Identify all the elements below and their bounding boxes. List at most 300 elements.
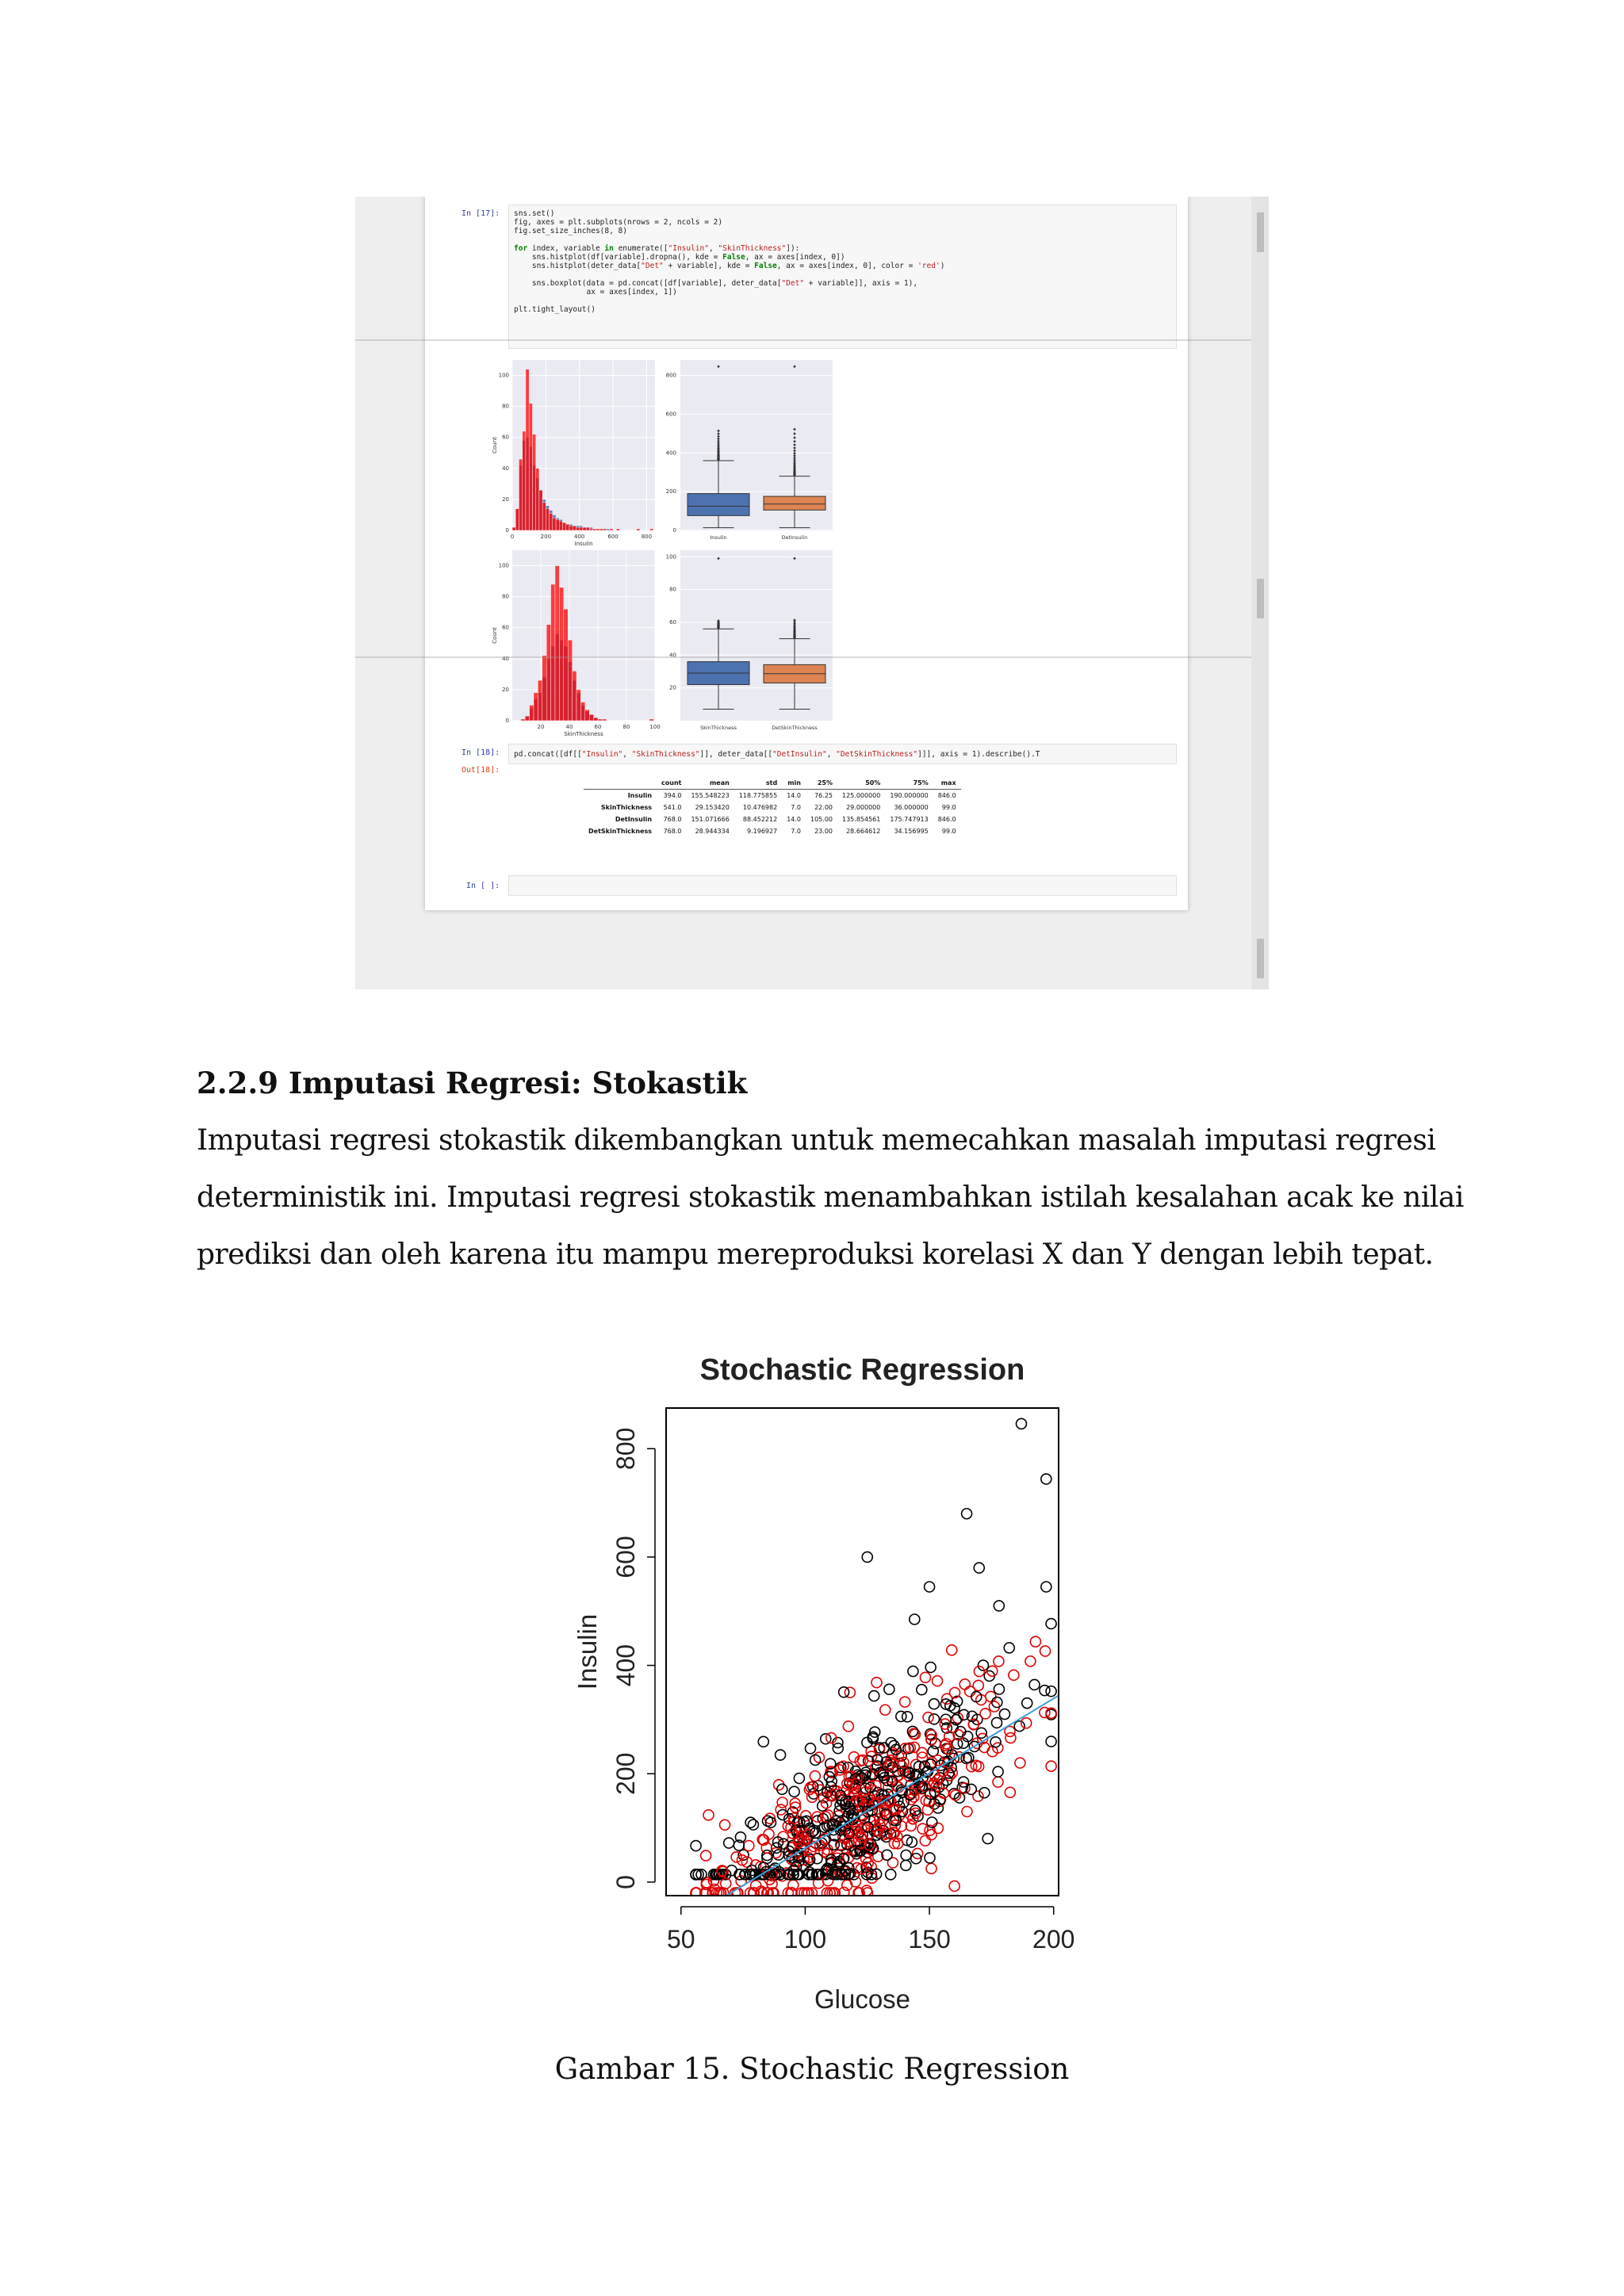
observed-point (962, 1509, 972, 1519)
observed-point (901, 1860, 911, 1870)
imputed-point (962, 1806, 972, 1816)
histogram-bar (559, 587, 563, 721)
table-column-header: min (782, 777, 806, 790)
imputed-point (744, 1841, 754, 1851)
table-column-header (584, 777, 657, 790)
code-token: in (604, 244, 614, 253)
x-tick-label: 80 (622, 724, 630, 730)
y-tick-label: 20 (669, 684, 676, 691)
histogram-bar (580, 527, 583, 530)
imputed-point (810, 1771, 820, 1781)
code-token: sns.boxplot(data = pd.concat([df[variable], deter_data[ (514, 279, 782, 288)
x-tick-label: DetInsulin (781, 534, 808, 541)
x-tick-label: 100 (649, 724, 661, 730)
histogram-bar (536, 469, 539, 530)
y-tick-label: 400 (611, 1644, 640, 1687)
describe-table (584, 777, 961, 837)
histogram-bar (589, 714, 593, 721)
histogram-bar (603, 529, 606, 530)
skinthickness-histogram (490, 545, 661, 740)
insulin-histogram (490, 355, 661, 549)
x-tick-label: SkinThickness (700, 725, 737, 731)
histogram-bar (576, 690, 580, 721)
x-axis-label: SkinThickness (564, 731, 603, 737)
observed-point (901, 1850, 911, 1860)
code-line (514, 279, 1171, 288)
histogram-bar (607, 529, 610, 530)
histogram-bar (521, 719, 525, 721)
table-cell: 99.0 (941, 804, 956, 811)
table-cell: 846.0 (937, 792, 956, 799)
cell18-code[interactable] (508, 744, 1177, 764)
imputed-point (1005, 1787, 1015, 1797)
y-tick-label: 40 (669, 652, 676, 659)
observed-point (1041, 1474, 1051, 1484)
imputed-point (906, 1820, 916, 1831)
imputed-point (720, 1820, 730, 1830)
imputed-point (933, 1676, 943, 1686)
histogram-bar (566, 524, 569, 530)
histogram-bar (519, 459, 522, 530)
imputed-point (880, 1705, 891, 1715)
code-line (514, 288, 1171, 297)
box-iqr (764, 496, 825, 510)
observed-point (789, 1786, 799, 1797)
x-tick-label: 0 (510, 534, 515, 540)
code-token: ax = axes[index, 1]) (514, 288, 677, 297)
observed-point (908, 1667, 918, 1677)
table-column-header: 75% (885, 777, 933, 790)
observed-point (929, 1699, 939, 1709)
y-tick-label: 60 (502, 434, 509, 441)
histogram-bar (599, 529, 603, 530)
notebook-page (425, 197, 1188, 910)
y-tick-label: 200 (665, 488, 676, 496)
x-tick-label: DetSkinThickness (772, 725, 818, 731)
cell18-prompt: In [18]: (462, 748, 500, 757)
table-cell: 88.452212 (742, 816, 778, 823)
code-token: index, variable (527, 244, 605, 253)
histogram-bar (515, 509, 519, 530)
observed-point (1029, 1679, 1040, 1689)
histogram-bar (525, 716, 529, 721)
observed-point (1046, 1736, 1056, 1747)
code-token: sns.histplot(df[variable].dropna(), kde = (514, 253, 723, 262)
imputed-point (1015, 1758, 1025, 1768)
y-tick-label: 20 (502, 496, 509, 503)
table-row-header: Insulin (627, 792, 653, 799)
table-cell: 175.747913 (890, 816, 929, 823)
observed-point (925, 1663, 936, 1673)
code-token: plt.tight_layout() (514, 305, 596, 314)
table-cell: 846.0 (937, 816, 956, 823)
notebook-scrollbar[interactable] (1251, 197, 1269, 989)
observed-point (994, 1684, 1004, 1694)
y-tick-label: 80 (502, 593, 509, 600)
code-token: sns.histplot(deter_data[ (514, 262, 642, 270)
code-token: , (622, 750, 632, 759)
table-cell: 125.000000 (842, 792, 881, 799)
observed-point (982, 1834, 993, 1844)
imputed-point (917, 1823, 928, 1834)
code-token: "Det" (641, 262, 664, 270)
x-tick-label: 20 (537, 724, 545, 730)
table-cell: 10.476982 (742, 804, 778, 811)
imputed-point (926, 1863, 936, 1873)
y-tick-label: 60 (669, 618, 676, 626)
code-line (514, 209, 1171, 218)
observed-point (776, 1750, 786, 1760)
table-cell: 394.0 (663, 792, 682, 799)
histogram-bar (573, 526, 576, 530)
code-line (514, 270, 1171, 279)
histogram-bar (553, 518, 556, 530)
code-token: fig.set_size_inches(8, 8) (514, 227, 627, 235)
code-token: ]], deter_data[[ (699, 750, 773, 759)
histogram-bar (649, 719, 653, 721)
observed-point (794, 1774, 804, 1784)
table-cell: 105.00 (810, 816, 833, 823)
code-token: False (754, 262, 777, 270)
observed-point (758, 1736, 768, 1747)
y-tick-label: 80 (502, 403, 509, 410)
points-layer (666, 1418, 1059, 1931)
observed-point (1040, 1686, 1050, 1696)
y-tick-label: 40 (502, 655, 509, 662)
observed-point (999, 1709, 1009, 1720)
histogram-bar (523, 431, 526, 530)
code-line (514, 750, 1171, 759)
histogram-bar (586, 527, 589, 530)
code-token: ]]], axis = 1).describe().T (917, 750, 1040, 759)
imputed-point (920, 1835, 930, 1846)
observed-point (862, 1552, 872, 1562)
table-cell: 118.775855 (738, 792, 778, 799)
histogram-bar (576, 527, 579, 530)
scrollbar-thumb[interactable] (1257, 212, 1264, 252)
histogram-bar (593, 529, 596, 530)
imputed-point (980, 1709, 990, 1719)
table-cell: 14.0 (787, 792, 801, 799)
imputed-point (1021, 1718, 1032, 1728)
page-break (355, 656, 1269, 658)
observed-point (886, 1869, 896, 1880)
histogram-bar (539, 490, 542, 530)
code-token: "Insulin" (581, 750, 623, 759)
histogram-bar (580, 702, 584, 721)
imputed-point (920, 1672, 930, 1682)
histogram-bar (564, 609, 568, 721)
imputed-point (1046, 1761, 1056, 1771)
y-axis-label: Count (492, 437, 498, 453)
observed-point (839, 1687, 849, 1697)
x-tick-label: 50 (667, 1925, 695, 1954)
table-cell: 135.854561 (842, 816, 881, 823)
histogram-bar (542, 503, 546, 530)
code-token: enumerate([ (613, 244, 668, 253)
table-cell: 34.156995 (894, 828, 929, 835)
histogram-bar (546, 625, 550, 721)
y-tick-label: 200 (611, 1752, 640, 1795)
y-tick-label: 0 (505, 718, 509, 724)
imputed-point (993, 1777, 1003, 1787)
paragraph-line: prediksi dan oleh karena itu mampu mereproduksi korelasi X dan Y dengan lebih tepat. (197, 1238, 1434, 1271)
histogram-bar (610, 529, 613, 530)
table-row-header: DetSkinThickness (588, 828, 653, 835)
y-tick-label: 600 (611, 1536, 640, 1578)
code-token: 'red' (917, 262, 940, 270)
imputed-point (1005, 1733, 1016, 1743)
paragraph-line: Imputasi regresi stokastik dikembangkan untuk memecahkan masalah imputasi regresi (197, 1124, 1436, 1157)
y-tick-label: 20 (502, 686, 509, 693)
code-token: False (722, 253, 745, 262)
empty-cell-input[interactable] (508, 875, 1177, 896)
table-cell: 29.000000 (846, 804, 881, 811)
code-line (514, 244, 1171, 253)
code-token: , ax = axes[index, 0], color = (776, 262, 918, 270)
histogram-bar (546, 509, 549, 530)
histogram-bar (602, 719, 606, 721)
observed-point (917, 1685, 927, 1695)
table-row-header: DetInsulin (615, 816, 653, 823)
table-cell: 14.0 (787, 816, 801, 823)
observed-point (1004, 1643, 1014, 1653)
observed-point (1041, 1582, 1051, 1592)
observed-point (974, 1563, 984, 1573)
table-cell: 76.25 (814, 792, 833, 799)
table-cell: 36.000000 (894, 804, 929, 811)
figure-caption: Gambar 15. Stochastic Regression (554, 2052, 1070, 2086)
table-cell: 190.000000 (890, 792, 929, 799)
code-line (514, 297, 1171, 305)
imputed-point (1009, 1670, 1019, 1680)
observed-point (925, 1582, 935, 1592)
histogram-bar (534, 693, 538, 721)
table-cell: 9.196927 (747, 828, 778, 835)
histogram-bar (569, 526, 573, 530)
histogram-bar (532, 434, 535, 530)
y-axis-label: Count (492, 627, 498, 644)
histogram-bar (583, 527, 586, 530)
y-tick-label: 0 (672, 527, 676, 534)
section-heading: 2.2.9 Imputasi Regresi: Stokastik (197, 1066, 748, 1100)
observed-point (896, 1711, 906, 1721)
code-token: ]): (786, 244, 800, 253)
code-token: "DetSkinThickness" (836, 750, 918, 759)
plot-background (680, 550, 833, 721)
code-line (514, 262, 1171, 270)
imputed-point (777, 1797, 787, 1808)
histogram-bar (559, 521, 562, 530)
observed-point (1014, 1721, 1025, 1732)
x-tick-label: 200 (1032, 1925, 1075, 1954)
y-tick-label: 0 (505, 527, 509, 534)
code-token: + variable]], axis = 1), (804, 279, 918, 288)
x-tick-label: Insulin (710, 534, 727, 541)
code-token: "SkinThickness" (631, 750, 700, 759)
y-tick-label: 800 (665, 372, 676, 379)
y-axis-label: Insulin (573, 1613, 602, 1690)
y-tick-label: 80 (669, 586, 676, 593)
observed-point (929, 1714, 940, 1724)
x-tick-label: 400 (574, 534, 585, 540)
x-axis-label: Insulin (574, 541, 593, 547)
histogram-bar (568, 640, 572, 721)
histogram-bar (512, 527, 515, 530)
code-line (514, 305, 1171, 314)
observed-point (869, 1691, 879, 1701)
observed-point (1046, 1619, 1056, 1629)
histogram-bar (573, 671, 576, 721)
imputed-point (1025, 1656, 1036, 1667)
notebook-screenshot (355, 197, 1269, 989)
table-column-header: mean (686, 777, 733, 790)
code-token: ) (940, 262, 945, 270)
table-cell: 23.00 (814, 828, 833, 835)
observed-point (990, 1737, 1001, 1747)
y-tick-label: 60 (502, 624, 509, 631)
chart-title: Stochastic Regression (699, 1353, 1025, 1387)
table-row (584, 825, 961, 837)
histogram-bar (555, 566, 559, 721)
histogram-bar (598, 719, 602, 721)
table-cell: 22.00 (814, 804, 833, 811)
x-tick-label: 150 (908, 1925, 951, 1954)
x-tick-label: 100 (783, 1925, 827, 1954)
describe-table-header (584, 777, 961, 790)
histogram-bar (585, 710, 589, 721)
table-row (584, 802, 961, 813)
x-tick-label: 60 (594, 724, 602, 730)
histogram-bar (530, 705, 534, 721)
code-line (514, 253, 1171, 262)
observed-point (979, 1788, 990, 1798)
imputed-point (871, 1678, 882, 1688)
cell18-out-prompt: Out[18]: (462, 766, 500, 775)
observed-point (994, 1601, 1004, 1611)
code-line (514, 218, 1171, 227)
code-token: "SkinThickness" (718, 244, 787, 253)
x-tick-label: 600 (607, 534, 619, 540)
histogram-bar (637, 529, 640, 530)
table-column-header: std (734, 777, 782, 790)
table-cell: 541.0 (663, 804, 682, 811)
code-token: "DetInsulin" (772, 750, 827, 759)
code-token: fig, axes = plt.subplots(nrows = 2, ncols = 2) (514, 218, 723, 227)
code-token: pd.concat([df[[ (514, 750, 582, 759)
histogram-bar (529, 404, 532, 530)
code-token: "Insulin" (668, 244, 709, 253)
histogram-bar (594, 718, 598, 721)
histogram-bar (616, 529, 619, 530)
observed-point (884, 1684, 894, 1694)
histogram-bar (538, 680, 542, 721)
table-cell: 7.0 (791, 804, 801, 811)
observed-point (910, 1614, 920, 1624)
histogram-bar (563, 522, 566, 530)
observed-point (691, 1841, 701, 1851)
table-column-header: count (657, 777, 686, 790)
histogram-bar (550, 514, 553, 531)
table-cell: 99.0 (941, 828, 956, 835)
imputed-point (959, 1679, 970, 1689)
observed-point (1017, 1418, 1027, 1429)
stochastic-regression-chart (523, 1316, 1110, 2109)
imputed-point (1040, 1646, 1051, 1656)
imputed-point (949, 1881, 959, 1891)
table-column-header: max (933, 777, 961, 790)
code-token: sns.set() (514, 209, 555, 218)
imputed-point (900, 1697, 910, 1707)
box-iqr (688, 494, 749, 516)
code-token: , (826, 750, 837, 759)
x-tick-label: 800 (641, 534, 653, 540)
histogram-bar (589, 529, 592, 530)
scrollbar-thumb[interactable] (1257, 579, 1264, 618)
table-cell: 28.664612 (846, 828, 881, 835)
histogram-bar (526, 369, 529, 530)
insulin-boxplot (657, 355, 839, 549)
imputed-point (986, 1691, 996, 1701)
table-cell: 7.0 (791, 828, 801, 835)
histogram-bar (556, 519, 559, 530)
table-column-header: 25% (806, 777, 837, 790)
observed-point (806, 1743, 816, 1754)
table-cell: 28.944334 (695, 828, 730, 835)
code-line (514, 227, 1171, 235)
y-tick-label: 40 (502, 465, 509, 472)
code-token: for (514, 244, 528, 253)
y-tick-label: 600 (665, 411, 676, 418)
imputed-point (1030, 1636, 1040, 1647)
observed-point (745, 1817, 756, 1827)
code-line (514, 235, 1171, 244)
y-tick-label: 400 (665, 450, 676, 457)
x-tick-label: 200 (540, 534, 552, 540)
histogram-bar (596, 529, 599, 530)
code-token: , (708, 244, 718, 253)
imputed-point (994, 1656, 1004, 1667)
histogram-bar (551, 584, 555, 721)
x-axis-label: Glucose (814, 1984, 911, 2014)
observed-point (724, 1838, 734, 1848)
imputed-point (731, 1852, 741, 1862)
imputed-point (1040, 1708, 1050, 1718)
x-tick-label: 40 (565, 724, 573, 730)
imputed-point (923, 1712, 933, 1723)
cell17-code[interactable] (508, 205, 1177, 349)
imputed-point (701, 1850, 711, 1861)
table-row-header: SkinThickness (600, 804, 653, 811)
code-token: + variable], kde = (663, 262, 755, 270)
empty-cell-prompt: In [ ]: (466, 882, 500, 890)
cell17-prompt: In [17]: (462, 209, 500, 218)
histogram-bar (542, 656, 546, 721)
table-row (584, 790, 961, 802)
page-break (355, 339, 1269, 341)
imputed-point (703, 1810, 714, 1820)
paragraph-line: deterministik ini. Imputasi regresi stokastik menambahkan istilah kesalahan acak ke nilai (197, 1181, 1464, 1214)
table-cell: 155.548223 (691, 792, 730, 799)
table-cell: 768.0 (663, 816, 682, 823)
table-column-header: 50% (837, 777, 885, 790)
scrollbar-thumb[interactable] (1257, 939, 1264, 978)
table-cell: 29.153420 (695, 804, 730, 811)
y-tick-label: 100 (498, 562, 509, 569)
observed-point (992, 1717, 1002, 1728)
imputed-point (947, 1645, 957, 1655)
skinthickness-boxplot (657, 545, 839, 740)
